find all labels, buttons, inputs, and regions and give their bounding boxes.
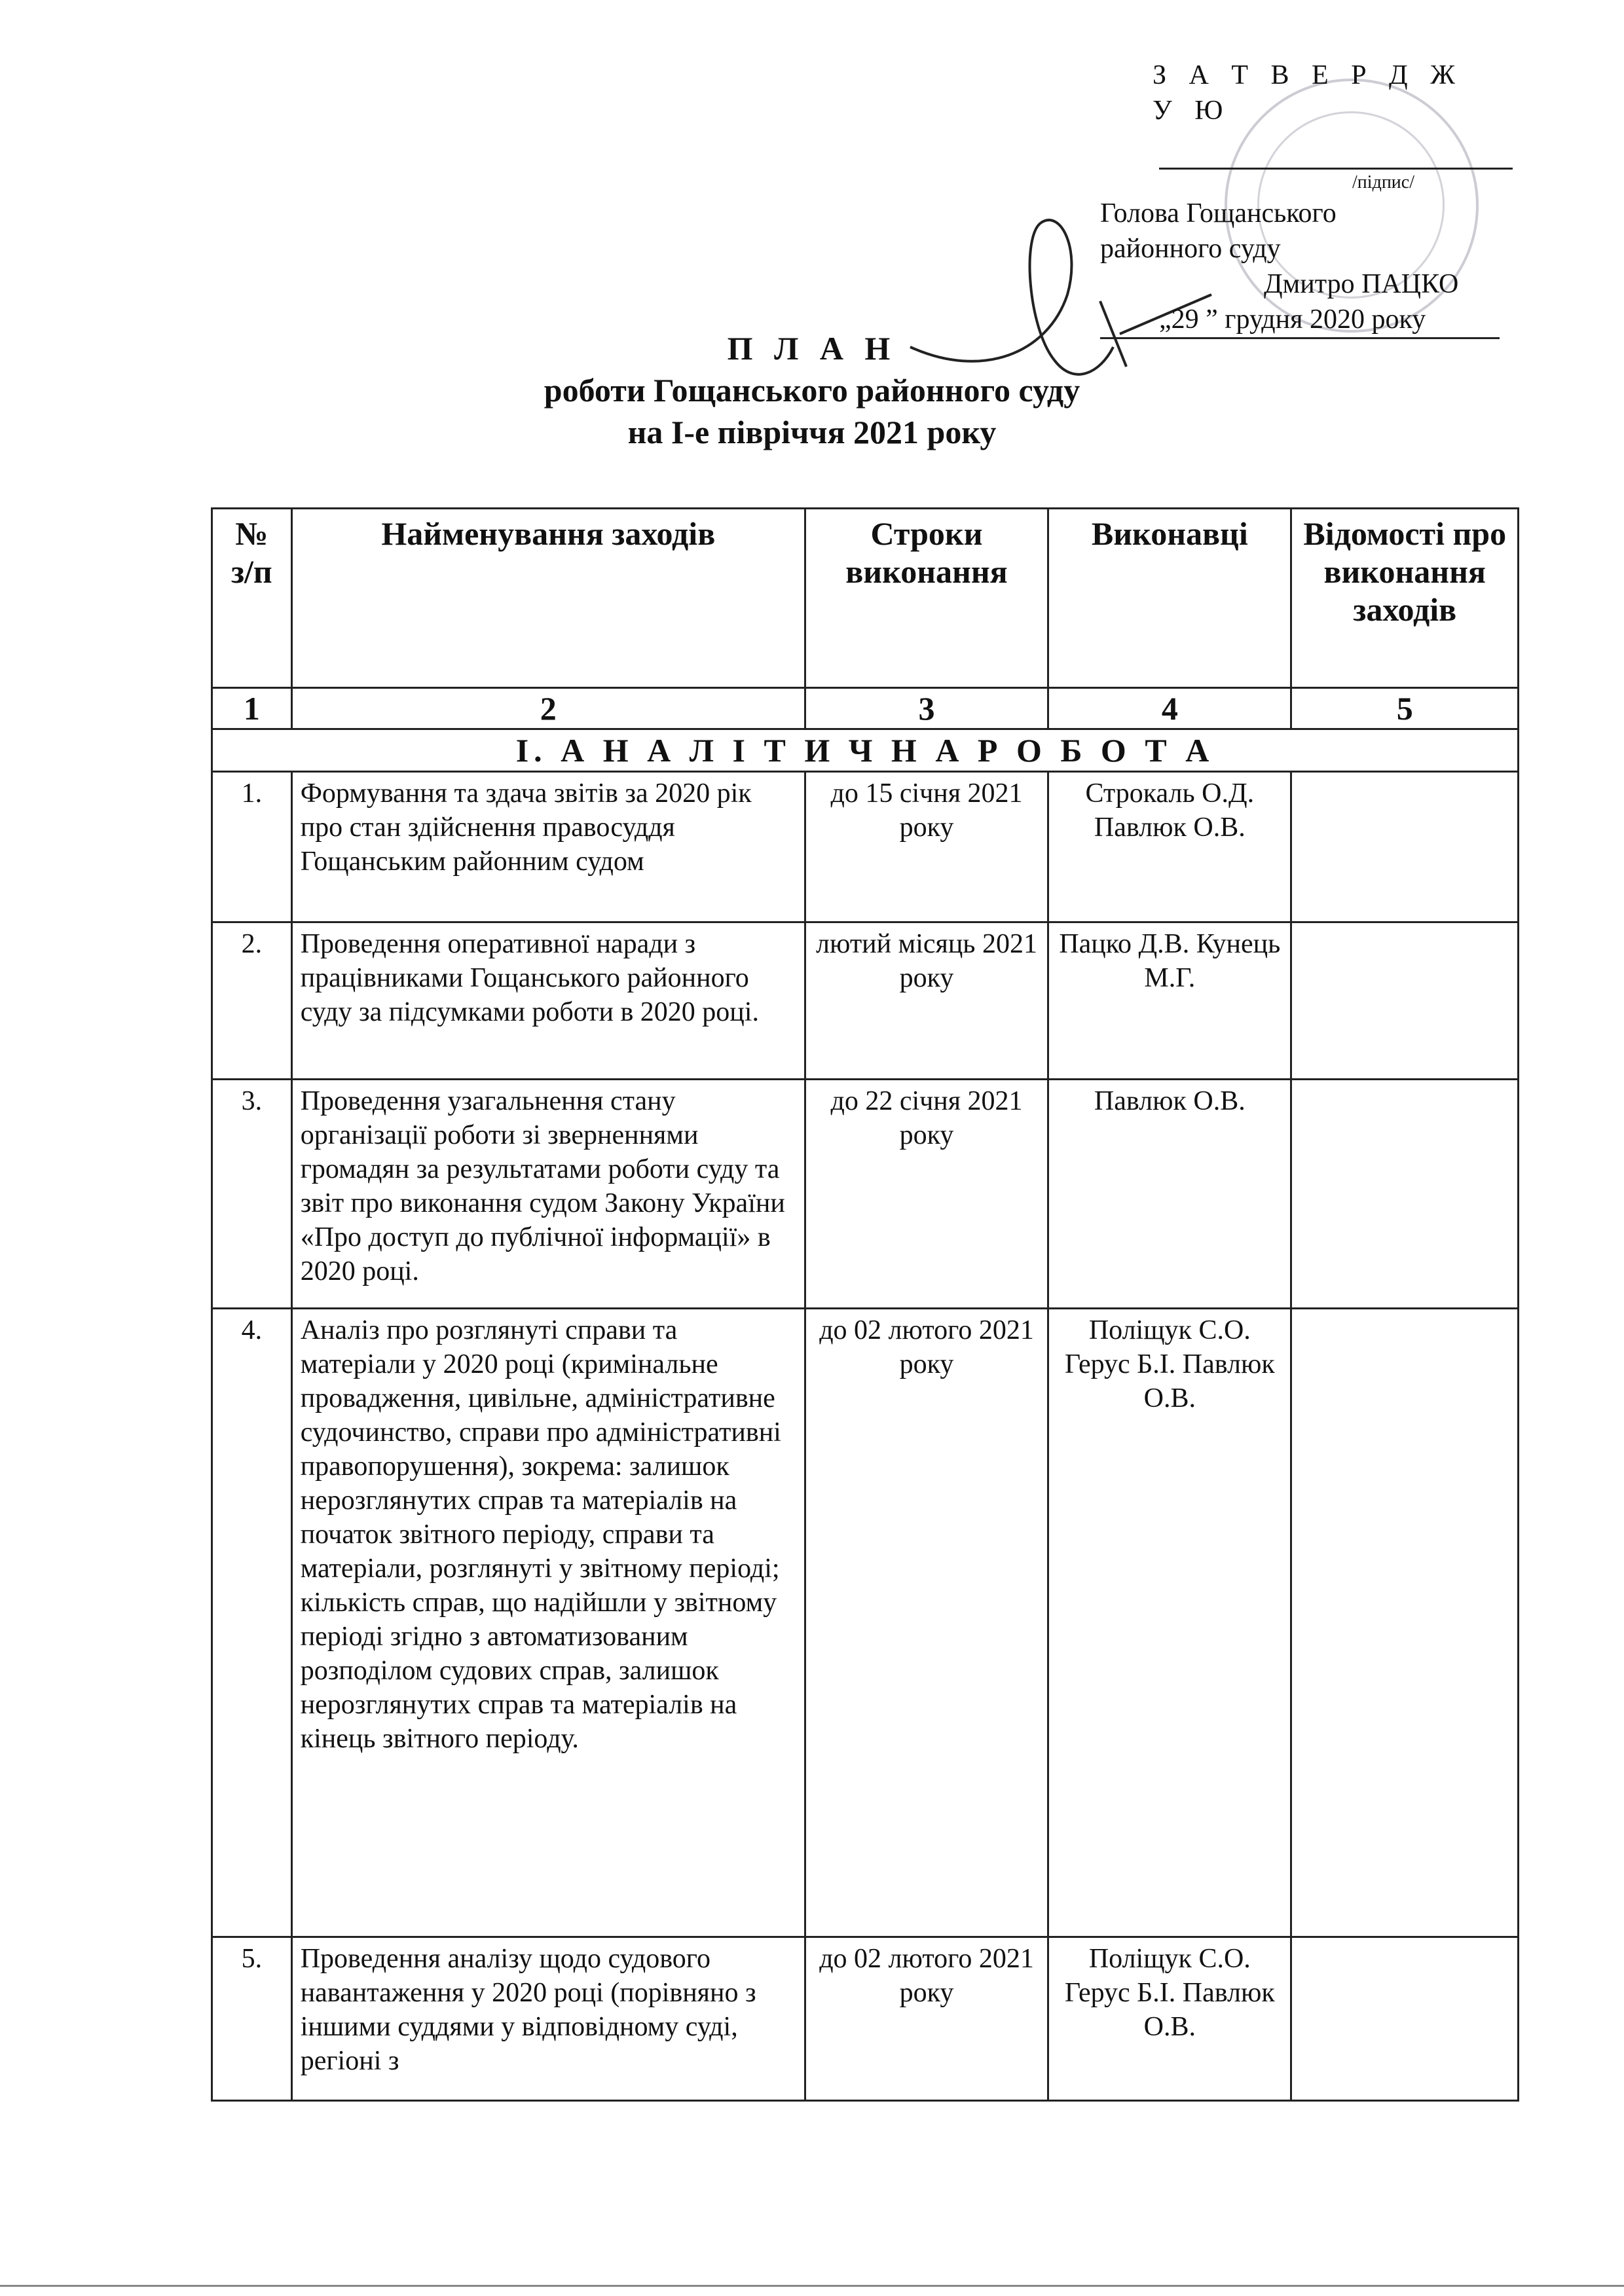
table-row	[212, 922, 1519, 1080]
table-row	[212, 772, 1519, 922]
section-title: І. А Н А Л І Т И Ч Н А Р О Б О Т А	[212, 729, 1519, 772]
row-info	[1291, 1937, 1519, 2101]
heading-line2: роботи Гощанського районного суду	[544, 372, 1080, 409]
column-number: 4	[1048, 688, 1291, 729]
signature-line	[1159, 128, 1513, 192]
row-info	[1291, 772, 1519, 922]
document-heading	[0, 327, 1624, 453]
row-task: Аналіз про розглянуті справи та матеріали у 2020 році (кримінальне провадження, цивільне, адміністративне судочинство, справи про адміністративні правопорушення), зокрема: залишок нерозглянутих справ та матеріалів на початок звітного періоду, справи та матеріали, розглянуті у звітному періоді; кількість справ, що надійшли у звітному періоді згідно з автоматизованим розподілом судових справ, залишок нерозглянутих справ та матеріалів на кінець звітного періоду.	[291, 1309, 805, 1937]
column-numbers-row	[212, 688, 1519, 729]
row-executors: Павлюк О.В.	[1048, 1080, 1291, 1309]
row-task: Проведення узагальнення стану організації роботи зі зверненнями громадян за результатами роботи суду та звіт про виконання судом Закону України «Про доступ до публічної інформації» в 2020 році.	[291, 1080, 805, 1309]
row-executors: Пацко Д.В. Кунець М.Г.	[1048, 922, 1291, 1080]
row-term: до 22 січня 2021 року	[805, 1080, 1048, 1309]
row-executors: Строкаль О.Д. Павлюк О.В.	[1048, 772, 1291, 922]
row-term: до 15 січня 2021 року	[805, 772, 1048, 922]
header-task: Найменування заходів	[291, 509, 805, 688]
column-number: 1	[212, 688, 292, 729]
row-info	[1291, 1080, 1519, 1309]
column-number: 2	[291, 688, 805, 729]
row-term: до 02 лютого 2021 року	[805, 1937, 1048, 2101]
table-header-row	[212, 509, 1519, 688]
column-number: 3	[805, 688, 1048, 729]
row-task: Проведення аналізу щодо судового навантаження у 2020 році (порівняно з іншими суддями у відповідному суді, регіоні з	[291, 1937, 805, 2101]
row-task: Формування та здача звітів за 2020 рік про стан здійснення правосуддя Гощанським районним судом	[291, 772, 805, 922]
approver-name: Дмитро ПАЦКО	[1264, 269, 1459, 299]
plan-table	[211, 507, 1519, 2102]
row-info	[1291, 922, 1519, 1080]
row-number: 2.	[212, 922, 292, 1080]
header-number: № з/п	[212, 509, 292, 688]
scan-bottom-edge	[0, 2285, 1624, 2287]
row-term: до 02 лютого 2021 року	[805, 1309, 1048, 1937]
approver-position-line1: Голова Гощанського	[1100, 198, 1337, 228]
table-row	[212, 1309, 1519, 1937]
header-executors: Виконавці	[1048, 509, 1291, 688]
row-number: 1.	[212, 772, 292, 922]
row-number: 3.	[212, 1080, 292, 1309]
row-term: лютий місяць 2021 року	[805, 922, 1048, 1080]
approver-position-line2: районного суду	[1100, 234, 1281, 264]
table-row	[212, 1080, 1519, 1309]
row-number: 5.	[212, 1937, 292, 2101]
approval-block	[1100, 58, 1493, 339]
header-info: Відомості про виконання заходів	[1291, 509, 1519, 688]
heading-line3: на І-е півріччя 2021 року	[627, 414, 997, 450]
row-executors: Поліщук С.О. Герус Б.І. Павлюк О.В.	[1048, 1309, 1291, 1937]
approval-date: „29 ” грудня 2020 року	[1100, 302, 1500, 339]
row-task: Проведення оперативної наради з працівниками Гощанського районного суду за підсумками роботи в 2020 році.	[291, 922, 805, 1080]
row-executors: Поліщук С.О. Герус Б.І. Павлюк О.В.	[1048, 1937, 1291, 2101]
section-row	[212, 729, 1519, 772]
signature-label: /підпис/	[1352, 172, 1414, 192]
approval-title: З А Т В Е Р Д Ж У Ю	[1153, 60, 1463, 126]
heading-line1: П Л А Н	[727, 330, 897, 367]
row-info	[1291, 1309, 1519, 1937]
table-row	[212, 1937, 1519, 2101]
column-number: 5	[1291, 688, 1519, 729]
header-term: Строки виконання	[805, 509, 1048, 688]
row-number: 4.	[212, 1309, 292, 1937]
